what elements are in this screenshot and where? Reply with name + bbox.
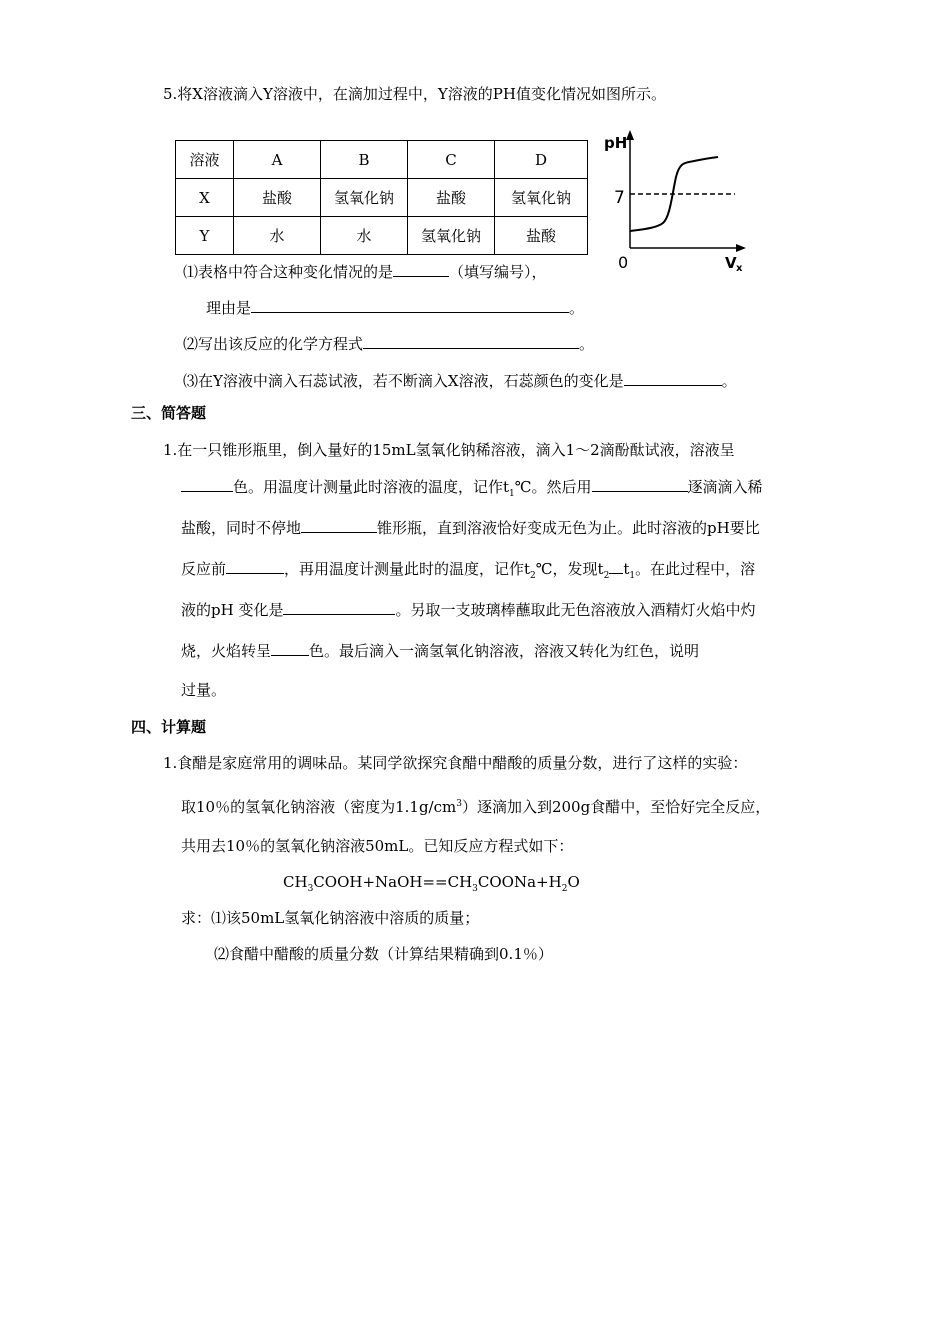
ph-graph (600, 125, 760, 285)
s4-line: 共用去10％的氢氧化钠溶液50mL。已知反应方程式如下： (181, 837, 574, 855)
table-cell: A (234, 141, 321, 179)
table-cell: 水 (234, 217, 321, 255)
table-cell: 盐酸 (234, 179, 321, 217)
q5-reason: 理由是 。 (206, 296, 584, 318)
table-row (176, 179, 588, 217)
q5-sub2: ⑵写出该反应的化学方程式 。 (183, 332, 594, 354)
answer-blank[interactable] (181, 475, 233, 492)
table-cell: C (408, 141, 495, 179)
table-cell: 盐酸 (408, 179, 495, 217)
table-cell: 氢氧化钠 (321, 179, 408, 217)
answer-blank[interactable] (283, 598, 395, 615)
y-axis-label: pH (604, 134, 628, 152)
answer-blank[interactable] (592, 475, 688, 492)
origin-label: 0 (618, 253, 629, 272)
s3-line: 反应前 ，再用温度计测量此时的温度，记作$t_2℃$，发现$t_2$ $t_1$。在此过程中，溶 (181, 557, 755, 586)
s3-line: 过量。 (181, 681, 227, 699)
table-row (176, 141, 588, 179)
q5-sub3: ⑶在Y溶液中滴入石蕊试液，若不断滴入X溶液，石蕊颜色的变化是 。 (183, 369, 737, 391)
table-cell: 氢氧化钠 (408, 217, 495, 255)
table-row (176, 217, 588, 255)
s4-ask2: ⑵食醋中醋酸的质量分数（计算结果精确到0.1％） (214, 945, 553, 963)
answer-blank[interactable] (609, 557, 623, 574)
answer-blank[interactable] (363, 332, 579, 349)
s4-ask1: 求：⑴该50mL氢氧化钠溶液中溶质的质量； (181, 909, 480, 927)
answer-blank[interactable] (624, 369, 722, 386)
answer-blank[interactable] (226, 557, 284, 574)
reaction-equation: $CH_3COOH+NaOH==CH_3COONa+H_2O$ (283, 873, 580, 894)
x-axis-label: V (725, 254, 737, 272)
s4-line: 1.食醋是家庭常用的调味品。某同学欲探究食醋中醋酸的质量分数，进行了这样的实验： (163, 754, 748, 772)
table-cell: 盐酸 (495, 217, 588, 255)
table-cell: D (495, 141, 588, 179)
section-title: 三、简答题 (131, 404, 207, 422)
x-axis-arrow (736, 244, 746, 252)
s3-line: 烧，火焰转呈 色。最后滴入一滴氢氧化钠溶液，溶液又转化为红色，说明 (181, 639, 699, 661)
table-cell: Y (176, 217, 234, 255)
answer-blank[interactable] (301, 516, 377, 533)
table-cell: 水 (321, 217, 408, 255)
table-cell: 氢氧化钠 (495, 179, 588, 217)
s3-line: 色。用温度计测量此时溶液的温度，记作$t_1℃$。然后用 逐滴滴入稀 (181, 475, 763, 504)
solution-table (175, 140, 588, 255)
q5-stem: 5.将X溶液滴入Y溶液中，在滴加过程中，Y溶液的PH值变化情况如图所示。 (163, 85, 666, 103)
table-cell: X (176, 179, 234, 217)
section-title: 四、计算题 (131, 718, 207, 736)
table-cell: B (321, 141, 408, 179)
s3-line: 液的pH 变化是 。另取一支玻璃棒蘸取此无色溶液放入酒精灯火焰中灼 (181, 598, 755, 620)
seven-label: 7 (614, 188, 625, 208)
x-axis-label-sub: x (736, 263, 743, 274)
answer-blank[interactable] (271, 639, 309, 656)
table-cell: 溶液 (176, 141, 234, 179)
s3-line: 1.在一只锥形瓶里，倒入量好的15mL氢氧化钠稀溶液，滴入1～2滴酚酞试液，溶液呈 (163, 441, 735, 459)
answer-blank[interactable] (393, 260, 449, 277)
s4-line: 取10％的氢氧化钠溶液（密度为$1.1g/cm^3$）逐滴加入到200g食醋中，至恰好完全反应， (181, 798, 771, 816)
answer-blank[interactable] (251, 296, 569, 313)
s3-line: 盐酸，同时不停地 锥形瓶，直到溶液恰好变成无色为止。此时溶液的pH要比 (181, 516, 760, 538)
q5-sub1: ⑴表格中符合这种变化情况的是 （填写编号）， (183, 260, 547, 282)
